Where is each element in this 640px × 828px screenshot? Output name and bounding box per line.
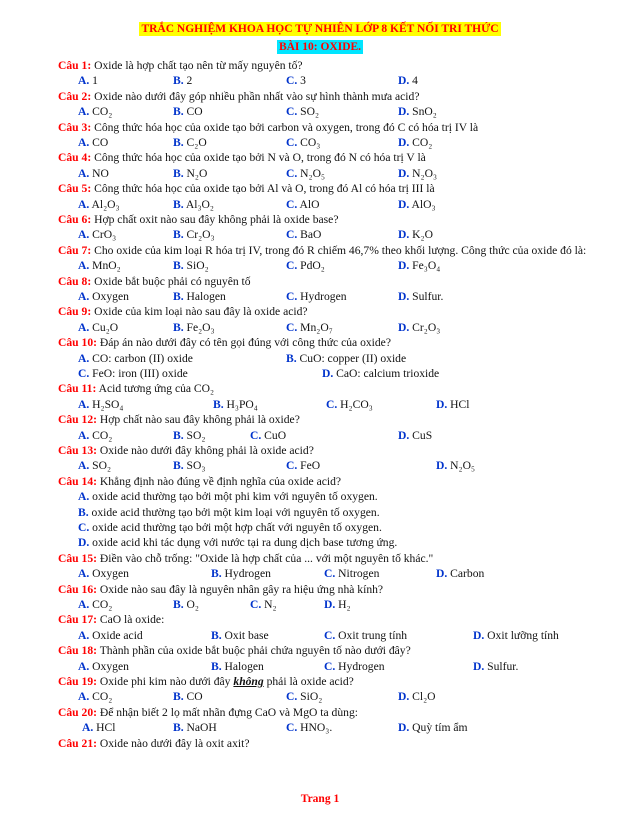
option-letter: A. — [78, 320, 90, 334]
question-3: Câu 3: Công thức hóa học của oxide tạo bởi carbon và oxygen, trong đó C có hóa trị IV là — [58, 120, 479, 134]
option-letter: B. — [213, 397, 224, 411]
option-letter: A. — [78, 228, 90, 242]
option-letter: B. — [286, 351, 297, 365]
question-19: Câu 19: Oxide phi kim nào dưới đây không phải là oxide acid? — [58, 674, 354, 688]
option-d: D. CO₂ — [398, 136, 433, 149]
options-20 — [58, 720, 598, 735]
option-a: A. Cu₂O — [78, 320, 119, 334]
option-a: A. CO₂ — [78, 597, 113, 611]
question-9: Câu 9: Oxide của kim loại nào sau đây là oxide acid? — [58, 305, 308, 319]
option-letter: A. — [78, 105, 90, 119]
options-10-row-2 — [58, 366, 598, 381]
option-b: B. Halogen — [211, 659, 264, 673]
option-letter: A. — [78, 690, 90, 704]
option-letter: A. — [78, 490, 90, 504]
option-b: B. Al₃O₂ — [173, 197, 214, 211]
option-b: B. Fe₂O₃ — [173, 320, 215, 334]
option-letter: A. — [78, 567, 90, 581]
option-letter: D. — [436, 397, 448, 411]
question-10: Câu 10: Đáp án nào dưới đây có tên gọi đúng với công thức của oxide? — [58, 336, 391, 350]
option-letter: B. — [173, 690, 184, 704]
option-letter: C. — [286, 166, 298, 180]
option-letter: A. — [78, 197, 90, 211]
option-letter: D. — [473, 659, 485, 673]
option-letter: A. — [78, 459, 90, 473]
question-2: Câu 2: Oxide nào dưới đây góp nhiều phần nhất vào sự hình thành mưa acid? — [58, 89, 420, 103]
option-letter: C. — [250, 597, 262, 611]
option-a: A. Al₂O₃ — [78, 197, 120, 211]
option-letter: D. — [398, 721, 410, 735]
option-b: B. SO₃ — [173, 459, 206, 473]
option-c: C. 3 — [286, 74, 306, 88]
option-d: D. oxide acid khi tác dụng với nước tại ra dung dịch base tương ứng. — [78, 536, 398, 550]
option-letter: B. — [173, 428, 184, 442]
option-c: C. oxide acid thường tạo bởi một hợp chất với nguyên tố oxygen. — [78, 520, 382, 534]
option-letter: A. — [78, 136, 90, 149]
option-a: A. CO — [78, 136, 109, 149]
option-b: B. NaOH — [173, 721, 217, 735]
option-c: C. PdO₂ — [286, 259, 325, 273]
option-c: C. Nitrogen — [324, 567, 380, 581]
options-14 — [58, 489, 598, 551]
option-letter: B. — [173, 136, 184, 149]
option-d: D. Oxit lưỡng tính — [473, 628, 559, 642]
option-a: A. Oxygen — [78, 289, 129, 303]
option-b: B. Hydrogen — [211, 567, 271, 581]
question-14: Câu 14: Khẳng định nào đúng về định nghĩa của oxide acid? — [58, 474, 342, 488]
option-letter: B. — [173, 259, 184, 273]
options-15 — [58, 566, 598, 581]
option-letter: C. — [286, 136, 298, 149]
option-letter: C. — [286, 259, 298, 273]
option-letter: A. — [78, 428, 90, 442]
option-d: D. Carbon — [436, 567, 485, 581]
option-b: B. Oxit base — [211, 628, 269, 642]
option-c: C. BaO — [286, 228, 322, 242]
option-letter: B. — [78, 505, 89, 519]
option-letter: C. — [286, 289, 298, 303]
option-letter: C. — [286, 228, 298, 242]
option-b: B. N₂O — [173, 166, 208, 180]
question-8: Câu 8: Oxide bắt buộc phải có nguyên tố — [58, 274, 251, 288]
option-c: C. CuO — [250, 428, 287, 442]
option-letter: C. — [286, 197, 298, 211]
options-7 — [58, 258, 598, 273]
options-3 — [58, 135, 598, 150]
option-d: D. H₂ — [324, 597, 351, 611]
option-c: C. N₂ — [250, 597, 277, 611]
question-21: Câu 21: Oxide nào dưới đây là oxit axit? — [58, 736, 250, 750]
option-letter: D. — [398, 197, 410, 211]
option-a: A. H₂SO₄ — [78, 397, 124, 411]
options-4 — [58, 166, 598, 181]
option-letter: A. — [78, 289, 90, 303]
option-a: A. SO₂ — [78, 459, 112, 473]
option-a: A. Oxide acid — [78, 628, 143, 642]
option-letter: C. — [78, 520, 90, 534]
option-d: D. 4 — [398, 74, 418, 88]
option-a: A. 1 — [78, 74, 98, 88]
options-9 — [58, 320, 598, 335]
option-b: B. SiO₂ — [173, 259, 209, 273]
option-letter: B. — [173, 74, 184, 88]
option-letter: B. — [173, 597, 184, 611]
option-letter: A. — [82, 721, 94, 735]
option-a: A. NO — [78, 166, 109, 180]
options-2 — [58, 104, 598, 119]
options-17 — [58, 628, 598, 643]
option-letter: B. — [173, 289, 184, 303]
option-d: D. Cl₂O — [398, 690, 436, 704]
option-letter: D. — [398, 259, 410, 273]
option-d: D. Fe₃O₄ — [398, 259, 441, 273]
options-13 — [58, 458, 598, 473]
option-letter: C. — [78, 366, 90, 380]
options-12 — [58, 428, 598, 443]
option-a: A. Oxygen — [78, 567, 129, 581]
option-d: D. Sulfur. — [398, 289, 444, 303]
question-20: Câu 20: Để nhận biết 2 lọ mất nhãn đựng CaO và MgO ta dùng: — [58, 705, 358, 719]
options-6 — [58, 227, 598, 242]
question-15: Câu 15: Điền vào chỗ trống: "Oxide là hợp chất của ... với một nguyên tố khác." — [58, 551, 434, 565]
option-b: B. CO — [173, 690, 203, 704]
option-letter: C. — [286, 459, 298, 473]
option-letter: B. — [173, 105, 184, 119]
options-16 — [58, 597, 598, 612]
lesson-title: BÀI 10: OXIDE. — [278, 41, 362, 53]
option-letter: B. — [173, 228, 184, 242]
options-19 — [58, 689, 598, 704]
option-a: A. CrO₃ — [78, 228, 117, 242]
option-letter: C. — [286, 320, 298, 334]
option-letter: D. — [398, 74, 410, 88]
option-letter: A. — [78, 259, 90, 273]
question-6: Câu 6: Hợp chất oxit nào sau đây không phải là oxide base? — [58, 212, 339, 226]
option-letter: C. — [286, 721, 298, 735]
option-a: A. CO₂ — [78, 690, 113, 704]
page-number: Trang 1 — [300, 793, 340, 805]
option-c: C. Hydrogen — [324, 659, 385, 673]
option-letter: B. — [173, 166, 184, 180]
option-b: B. CuO: copper (II) oxide — [286, 351, 407, 365]
option-letter: D. — [398, 289, 410, 303]
option-c: C. Oxit trung tính — [324, 628, 408, 642]
option-b: B. 2 — [173, 74, 193, 88]
option-b: B. O₂ — [173, 597, 199, 611]
options-1 — [58, 73, 598, 88]
options-5 — [58, 197, 598, 212]
option-letter: D. — [398, 166, 410, 180]
option-letter: A. — [78, 597, 90, 611]
option-letter: C. — [286, 74, 298, 88]
option-letter: A. — [78, 74, 90, 88]
option-d: D. SnO₂ — [398, 105, 437, 119]
option-a: A. CO₂ — [78, 105, 113, 119]
option-letter: D. — [324, 597, 336, 611]
option-c: C. H₂CO₃ — [326, 397, 373, 411]
question-11: Câu 11: Acid tương ứng của CO₂ — [58, 382, 215, 396]
option-a: A. oxide acid thường tạo bởi một phi kim với nguyên tố oxygen. — [78, 490, 378, 504]
document-title: TRẮC NGHIỆM KHOA HỌC TỰ NHIÊN LỚP 8 KẾT NỐI TRI THỨC — [141, 23, 499, 35]
question-17: Câu 17: CaO là oxide: — [58, 613, 165, 627]
options-11 — [58, 397, 598, 412]
option-c: C. AlO — [286, 197, 320, 211]
option-letter: C. — [326, 397, 338, 411]
option-b: B. oxide acid thường tạo bởi một kim loại với nguyên tố oxygen. — [78, 505, 380, 519]
option-letter: D. — [436, 567, 448, 581]
option-a: A. Oxygen — [78, 659, 129, 673]
option-letter: D. — [398, 136, 410, 149]
option-d: D. Cr₂O₃ — [398, 320, 441, 334]
option-d: D. N₂O₅ — [436, 459, 476, 473]
option-d: D. Sulfur. — [473, 659, 519, 673]
option-c: C. FeO: iron (III) oxide — [78, 366, 188, 380]
option-d: D. Quỳ tím ẩm — [398, 721, 468, 735]
option-letter: B. — [173, 721, 184, 735]
option-d: D. N₂O₃ — [398, 166, 438, 180]
option-letter: A. — [78, 166, 90, 180]
question-12: Câu 12: Hợp chất nào sau đây không phải là oxide? — [58, 413, 300, 427]
option-letter: B. — [211, 628, 222, 642]
option-letter: B. — [173, 320, 184, 334]
option-letter: D. — [398, 690, 410, 704]
options-10-row-1 — [58, 351, 598, 366]
option-c: C. HNO₃. — [286, 721, 333, 735]
option-d: D. HCl — [436, 397, 470, 411]
option-letter: D. — [78, 536, 90, 550]
option-letter: B. — [173, 459, 184, 473]
option-letter: D. — [398, 320, 410, 334]
option-c: C. Hydrogen — [286, 289, 347, 303]
option-letter: B. — [211, 659, 222, 673]
option-letter: D. — [436, 459, 448, 473]
option-letter: D. — [322, 366, 334, 380]
option-a: A. CO: carbon (II) oxide — [78, 351, 193, 365]
option-a: A. CO₂ — [78, 428, 113, 442]
question-7: Câu 7: Cho oxide của kim loại R hóa trị IV, trong đó R chiếm 46,7% theo khối lượng. Công thức của oxide đó là: — [58, 243, 587, 257]
option-a: A. HCl — [82, 721, 116, 735]
option-letter: C. — [250, 428, 262, 442]
option-letter: D. — [473, 628, 485, 642]
option-letter: D. — [398, 228, 410, 242]
option-c: C. Mn₂O₇ — [286, 320, 333, 334]
question-list — [58, 58, 598, 751]
option-d: D. CuS — [398, 428, 433, 442]
option-letter: B. — [173, 197, 184, 211]
option-d: D. CaO: calcium trioxide — [322, 366, 440, 380]
question-4: Câu 4: Công thức hóa học của oxide tạo bởi N và O, trong đó N có hóa trị V là — [58, 151, 426, 165]
option-letter: A. — [78, 659, 90, 673]
option-letter: C. — [324, 659, 336, 673]
question-16: Câu 16: Oxide nào sau đây là nguyên nhân gây ra hiệu ứng nhà kính? — [58, 582, 384, 596]
option-letter: A. — [78, 628, 90, 642]
option-b: B. Cr₂O₃ — [173, 228, 215, 242]
question-13: Câu 13: Oxide nào dưới đây không phải là oxide acid? — [58, 443, 314, 457]
options-8 — [58, 289, 598, 304]
option-d: D. AlO₃ — [398, 197, 436, 211]
emphasis-not: không — [233, 674, 264, 688]
option-letter: A. — [78, 397, 90, 411]
option-letter: C. — [324, 567, 336, 581]
option-c: C. CO₃ — [286, 136, 321, 149]
option-b: B. SO₂ — [173, 428, 206, 442]
question-5: Câu 5: Công thức hóa học của oxide tạo bởi Al và O, trong đó Al có hóa trị III là — [58, 182, 435, 196]
option-b: B. H₃PO₄ — [213, 397, 258, 411]
option-letter: C. — [286, 690, 298, 704]
option-c: C. N₂O₅ — [286, 166, 326, 180]
option-c: C. SiO₂ — [286, 690, 323, 704]
option-letter: C. — [324, 628, 336, 642]
option-b: B. C₂O — [173, 136, 207, 149]
option-a: A. MnO₂ — [78, 259, 121, 273]
option-c: C. FeO — [286, 459, 321, 473]
option-letter: A. — [78, 351, 90, 365]
question-18: Câu 18: Thành phần của oxide bắt buộc phải chứa nguyên tố nào dưới đây? — [58, 644, 411, 658]
option-letter: D. — [398, 428, 410, 442]
option-letter: D. — [398, 105, 410, 119]
options-18 — [58, 659, 598, 674]
option-b: B. CO — [173, 105, 203, 119]
question-1: Câu 1: Oxide là hợp chất tạo nên từ mấy nguyên tố? — [58, 59, 303, 72]
option-letter: B. — [211, 567, 222, 581]
option-letter: C. — [286, 105, 298, 119]
option-d: D. K₂O — [398, 228, 433, 242]
option-c: C. SO₂ — [286, 105, 320, 119]
option-b: B. Halogen — [173, 289, 226, 303]
